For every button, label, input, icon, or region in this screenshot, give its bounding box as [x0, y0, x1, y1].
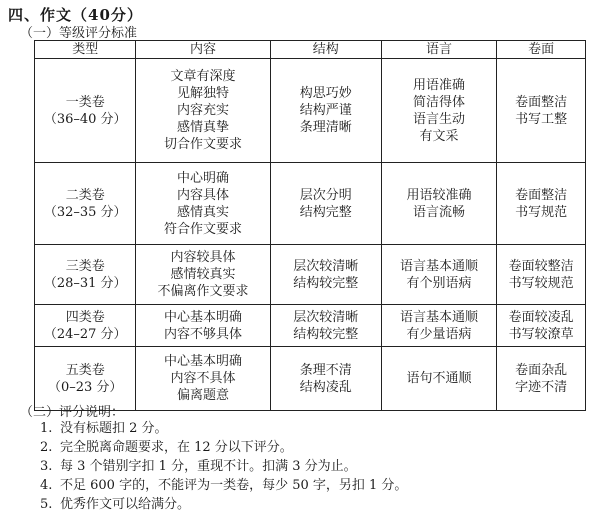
cell-content	[136, 305, 270, 347]
cell-line: 切合作文要求	[163, 137, 242, 152]
cell-line: 构思巧妙	[299, 86, 352, 101]
header-content: 内容	[136, 41, 270, 59]
cell-line: 条理不清	[299, 362, 352, 378]
cell-line: 语言基本通顺	[400, 309, 479, 325]
cell-line: 结构较完整	[293, 326, 359, 342]
cell-line: 中心基本明确	[163, 354, 242, 369]
cell-type	[35, 245, 136, 305]
cell-line: 语言基本通顺	[400, 258, 479, 274]
list-item	[40, 457, 407, 476]
cell-type	[35, 305, 136, 347]
cell-line: 中心明确	[176, 170, 229, 186]
cell-line: 内容充实	[176, 103, 229, 118]
list-item	[40, 495, 407, 514]
cell-line: 字迹不清	[515, 379, 568, 395]
cell-line: 语句不通顺	[406, 371, 472, 386]
cell-type	[35, 163, 136, 245]
note-number: 2.	[40, 440, 53, 455]
cell-structure	[270, 163, 381, 245]
table-header-row	[35, 41, 586, 59]
cell-language	[381, 347, 496, 411]
cell-appearance	[497, 163, 586, 245]
note-text: 每 3 个错别字扣 1 分，重现不计。扣满 3 分为止。	[60, 459, 357, 474]
cell-line: 结构凌乱	[299, 379, 352, 395]
cell-line: 感情真挚	[176, 120, 229, 135]
cell-line: 卷面杂乱	[515, 362, 568, 378]
cell-line: 层次较清晰	[293, 258, 359, 274]
table-row	[35, 305, 586, 347]
cell-line: 层次分明	[299, 187, 352, 203]
note-number: 4.	[40, 478, 53, 493]
grading-table-body	[35, 59, 586, 411]
cell-line: （24–27 分）	[43, 326, 127, 342]
cell-content	[136, 245, 270, 305]
cell-line: 结构完整	[299, 204, 352, 220]
cell-structure	[270, 305, 381, 347]
cell-line: 四类卷	[65, 309, 105, 325]
cell-content	[136, 59, 270, 163]
cell-structure	[270, 245, 381, 305]
cell-line: （36–40 分）	[43, 111, 127, 127]
list-item	[40, 419, 407, 438]
subsection-title-notes: （二）评分说明：	[20, 405, 125, 420]
section-heading: 四、作文（40分）	[8, 6, 143, 24]
header-structure: 结构	[270, 41, 381, 59]
subsection-title-grading-standard: （一）等级评分标准	[20, 26, 138, 41]
cell-content	[136, 347, 270, 411]
cell-line: 五类卷	[65, 362, 105, 378]
cell-line: 感情真实	[176, 204, 229, 220]
cell-line: 见解独特	[176, 86, 229, 101]
cell-line: 感情较真实	[170, 267, 236, 282]
cell-structure	[270, 59, 381, 163]
cell-line: 中心基本明确	[163, 309, 242, 325]
note-text: 完全脱离命题要求，在 12 分以下评分。	[60, 440, 293, 455]
list-item	[40, 476, 407, 495]
table-row	[35, 245, 586, 305]
cell-line: 文章有深度	[170, 69, 236, 84]
cell-line: 有个别语病	[406, 275, 472, 291]
cell-line: （28–31 分）	[43, 275, 127, 291]
cell-language	[381, 245, 496, 305]
cell-line: 用语较准确	[406, 187, 472, 203]
note-text: 不足 600 字的，不能评为一类卷，每少 50 字，另扣 1 分。	[60, 478, 408, 493]
cell-line: 卷面整洁	[515, 187, 568, 203]
cell-line: 书写工整	[515, 111, 568, 127]
cell-line: 书写较规范	[508, 275, 574, 291]
cell-language	[381, 163, 496, 245]
cell-line: 卷面较整洁	[508, 258, 574, 274]
cell-line: 用语准确	[413, 77, 466, 93]
cell-line: 有少量语病	[406, 326, 472, 342]
cell-line: 二类卷	[65, 187, 105, 203]
cell-line: 不偏离作文要求	[157, 284, 249, 299]
cell-appearance	[497, 245, 586, 305]
cell-line: 结构较完整	[293, 275, 359, 291]
cell-line: 一类卷	[65, 94, 105, 110]
cell-appearance	[497, 347, 586, 411]
cell-line: 书写规范	[515, 204, 568, 220]
cell-line: （32–35 分）	[43, 204, 127, 220]
note-text: 没有标题扣 2 分。	[60, 421, 168, 436]
header-appearance: 卷面	[497, 41, 586, 59]
cell-line: 简洁得体	[413, 94, 466, 110]
cell-line: 卷面较凌乱	[508, 309, 574, 325]
cell-line: 内容较具体	[170, 250, 236, 265]
cell-line: 三类卷	[65, 258, 105, 274]
list-item	[40, 438, 407, 457]
cell-language	[381, 59, 496, 163]
header-language: 语言	[381, 41, 496, 59]
cell-line: 偏离题意	[176, 388, 229, 403]
cell-content	[136, 163, 270, 245]
cell-line: 语言流畅	[413, 204, 466, 220]
cell-line: 层次较清晰	[293, 309, 359, 325]
grading-standard-table	[34, 40, 586, 411]
cell-structure	[270, 347, 381, 411]
cell-language	[381, 305, 496, 347]
cell-line: 结构严谨	[299, 103, 352, 118]
cell-line: 符合作文要求	[163, 221, 242, 237]
header-type: 类型	[35, 41, 136, 59]
note-number: 5.	[40, 497, 53, 512]
cell-line: 内容不具体	[170, 371, 236, 386]
cell-line: （0–23 分）	[47, 379, 123, 395]
cell-line: 内容具体	[176, 187, 229, 203]
cell-line: 语言生动	[413, 111, 466, 127]
note-number: 1.	[40, 421, 53, 436]
cell-appearance	[497, 59, 586, 163]
table-row	[35, 59, 586, 163]
cell-line: 内容不够具体	[163, 326, 242, 342]
note-number: 3.	[40, 459, 53, 474]
cell-line: 书写较潦草	[508, 326, 574, 342]
note-text: 优秀作文可以给满分。	[60, 497, 191, 512]
cell-appearance	[497, 305, 586, 347]
cell-line: 有文采	[419, 128, 459, 144]
scoring-notes-list	[40, 419, 407, 514]
cell-type	[35, 59, 136, 163]
cell-line: 卷面整洁	[515, 94, 568, 110]
table-row	[35, 163, 586, 245]
cell-line: 条理清晰	[299, 120, 352, 135]
